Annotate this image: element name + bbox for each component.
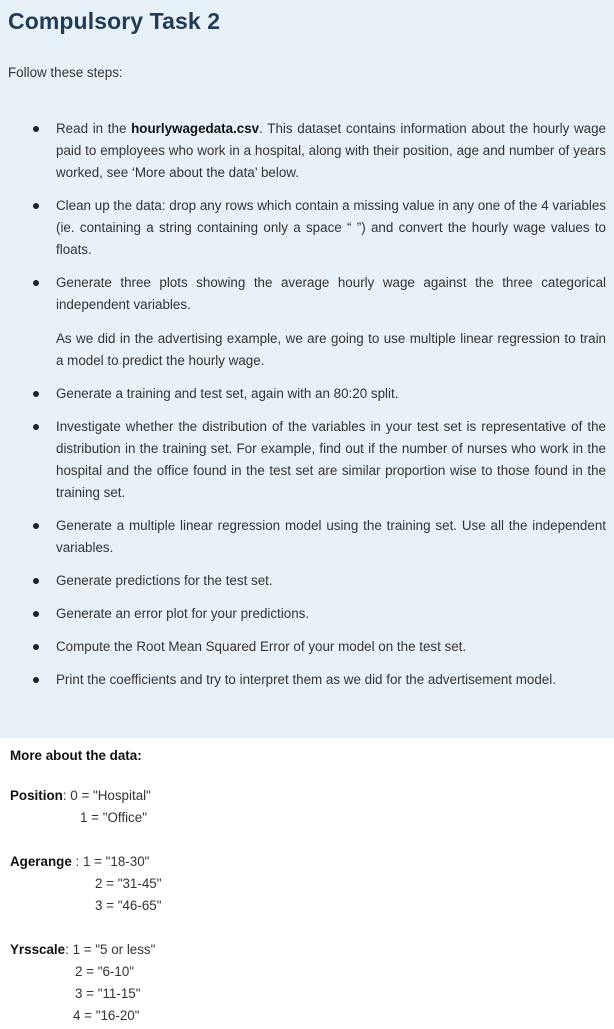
agerange-value: 2 = "31-45" <box>95 876 162 891</box>
list-item: Generate a multiple linear regression model using the training set. Use all the independent variables. <box>8 515 606 559</box>
yrsscale-value: 4 = "16-20" <box>73 1008 140 1023</box>
agerange-value: 1 = "18-30" <box>82 854 150 869</box>
position-label: Position <box>10 788 63 803</box>
list-item: Generate a training and test set, again with an 80:20 split. <box>8 383 606 405</box>
steps-list <box>8 118 606 691</box>
yrsscale-value: 1 = "5 or less" <box>72 942 156 957</box>
data-section-title: More about the data: <box>10 748 142 763</box>
list-item: Print the coefficients and try to interpret them as we did for the advertisement model. <box>8 669 606 691</box>
bullet-icon <box>33 391 39 397</box>
bullet-icon <box>33 126 39 132</box>
list-item: Generate predictions for the test set. <box>8 570 606 592</box>
list-item: Investigate whether the distribution of the variables in your test set is representative of the distribution in the training set. For example, find out if the number of nurses who work in the hospital and the office found in the test set are similar proportion wise to those found in the training set. <box>8 416 606 504</box>
bullet-icon <box>33 611 39 617</box>
bullet-icon <box>33 578 39 584</box>
list-item: Generate three plots showing the average hourly wage against the three categorical independent variables. As we did in the advertising example, we are going to use multiple linear regression to train a model to predict the hourly wage. <box>8 272 606 372</box>
list-item: Read in the hourlywagedata.csv. This dataset contains information about the hourly wage paid to employees who work in a hospital, along with their position, age and number of years worked, see ‘More about the data’ below. <box>8 118 606 184</box>
page-title: Compulsory Task 2 <box>8 8 221 34</box>
yrsscale-value: 2 = "6-10" <box>75 964 135 979</box>
bullet-icon <box>33 280 39 286</box>
position-value: 1 = "Office" <box>80 810 147 825</box>
bullet-icon <box>33 203 39 209</box>
agerange-variable: Agerange : 1 = "18-30" 2 = "31-45" 3 = "46-65" <box>10 851 604 917</box>
yrsscale-variable: Yrsscale: 1 = "5 or less" 2 = "6-10" 3 = "11-15" 4 = "16-20" <box>10 939 604 1027</box>
position-variable: Position: 0 = "Hospital" 1 = "Office" <box>10 785 604 829</box>
filename: hourlywagedata.csv <box>131 121 260 136</box>
bullet-icon <box>33 424 39 430</box>
list-item: Generate an error plot for your predictions. <box>8 603 606 625</box>
bullet-icon <box>33 677 39 683</box>
yrsscale-label: Yrsscale <box>10 942 66 957</box>
yrsscale-value: 3 = "11-15" <box>75 986 141 1001</box>
intro-text: Follow these steps: <box>8 65 123 80</box>
bullet-icon <box>33 644 39 650</box>
sub-paragraph: As we did in the advertising example, we are going to use multiple linear regression to train a model to predict the hourly wage. <box>56 331 606 368</box>
agerange-label: Agerange <box>10 854 72 869</box>
list-item: Clean up the data: drop any rows which contain a missing value in any one of the 4 variables (ie. containing a string containing only a space “ ”) and convert the hourly wage values to floats. <box>8 195 606 261</box>
data-description <box>0 738 614 1027</box>
position-value: 0 = "Hospital" <box>70 788 151 803</box>
bullet-icon <box>33 523 39 529</box>
list-item: Compute the Root Mean Squared Error of your model on the test set. <box>8 636 606 658</box>
agerange-value: 3 = "46-65" <box>95 898 162 913</box>
